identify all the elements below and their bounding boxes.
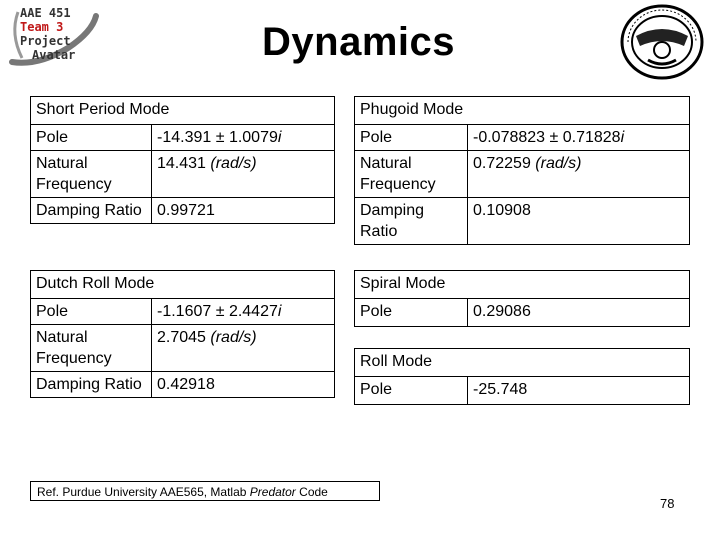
team-logo [8, 4, 100, 66]
table-header: Dutch Roll Mode [31, 271, 335, 299]
row-label: Natural Frequency [31, 151, 152, 198]
row-label: Damping Ratio [355, 198, 468, 245]
logo-line-1: AAE 451 [20, 6, 71, 20]
row-value: -14.391 ± 1.0079i [152, 125, 335, 151]
spiral-table [354, 270, 690, 327]
logo-line-2: Team 3 [20, 20, 64, 34]
table-header: Spiral Mode [355, 271, 690, 299]
phugoid-table [354, 96, 690, 245]
logo-line-4: Avatar [32, 48, 76, 62]
row-label: Damping Ratio [31, 198, 152, 224]
row-value: 0.10908 [468, 198, 690, 245]
short-period-table [30, 96, 335, 224]
row-label: Pole [31, 125, 152, 151]
row-label: Pole [355, 377, 468, 405]
row-value: 14.431 (rad/s) [152, 151, 335, 198]
row-value: -0.078823 ± 0.71828i [468, 125, 690, 151]
row-label: Natural Frequency [355, 151, 468, 198]
reference-note: Ref. Purdue University AAE565, Matlab Predator Code [30, 481, 380, 501]
row-value: 0.99721 [152, 198, 335, 224]
row-label: Pole [31, 299, 152, 325]
roll-table [354, 348, 690, 405]
row-value: 0.42918 [152, 372, 335, 398]
row-value: 0.72259 (rad/s) [468, 151, 690, 198]
row-label: Damping Ratio [31, 372, 152, 398]
row-label: Pole [355, 299, 468, 327]
logo-line-3: Project [20, 34, 71, 48]
row-value: 0.29086 [468, 299, 690, 327]
page-title: Dynamics [262, 20, 455, 64]
row-value: -1.1607 ± 2.4427i [152, 299, 335, 325]
page-number: 78 [660, 496, 675, 511]
row-value: -25.748 [468, 377, 690, 405]
university-seal [618, 2, 706, 82]
row-label: Pole [355, 125, 468, 151]
row-value: 2.7045 (rad/s) [152, 325, 335, 372]
dutch-roll-table [30, 270, 335, 398]
table-header: Roll Mode [355, 349, 690, 377]
row-label: Natural Frequency [31, 325, 152, 372]
seal-emblem-icon [618, 2, 706, 82]
table-header: Short Period Mode [31, 97, 335, 125]
table-header: Phugoid Mode [355, 97, 690, 125]
